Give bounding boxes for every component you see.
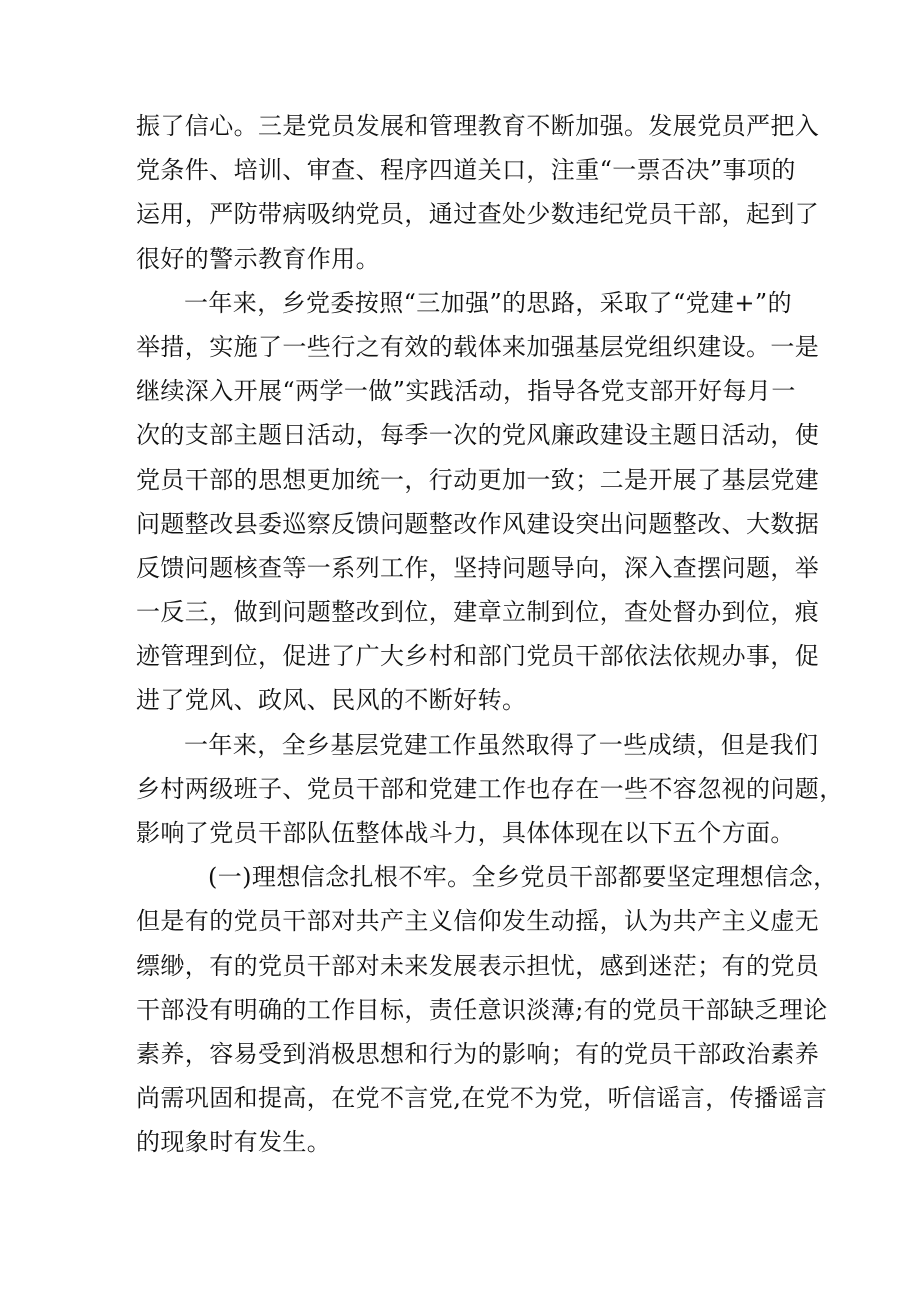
text-line: 继续深入开展“两学一做”实践活动，指导各党支部开好每月一 <box>136 377 796 406</box>
text-line: 运用，严防带病吸纳党员，通过查处少数违纪党员干部，起到了 <box>136 200 820 229</box>
text-line: 尚需巩固和提高，在党不言党,在党不为党，听信谣言，传播谣言 <box>136 1084 828 1113</box>
text-line: 但是有的党员干部对共产主义信仰发生动摇，认为共产主义虚无 <box>136 907 820 936</box>
text-line: 很好的警示教育作用。 <box>136 244 380 273</box>
text-line: 一反三，做到问题整改到位，建章立制到位，查处督办到位，痕 <box>136 598 820 627</box>
text-line: 举措，实施了一些行之有效的载体来加强基层党组织建设。一是 <box>136 332 820 361</box>
paragraph-2 <box>136 281 820 723</box>
text-line: 缥缈，有的党员干部对未来发展表示担忧，感到迷茫；有的党员 <box>136 951 820 980</box>
document-body <box>136 104 844 1165</box>
text-line: 反馈问题核查等一系列工作，坚持问题导向，深入查摆问题，举 <box>136 553 820 582</box>
text-line: 一年来，乡党委按照“三加强”的思路，采取了“党建+”的 <box>184 288 792 317</box>
text-line: 党员干部的思想更加统一，行动更加一致；二是开展了基层党建 <box>136 465 820 494</box>
text-line: 进了党风、政风、民风的不断好转。 <box>136 686 527 715</box>
text-line: 的现象时有发生。 <box>136 1128 332 1157</box>
text-line: 迹管理到位，促进了广大乡村和部门党员干部依法依规办事，促 <box>136 642 820 671</box>
paragraph-4 <box>136 855 838 1164</box>
text-line: 次的支部主题日活动，每季一次的党风廉政建设主题日活动，使 <box>136 421 820 450</box>
text-line: (一)理想信念扎根不牢。全乡党员干部都要坚定理想信念， <box>208 863 838 892</box>
text-line: 干部没有明确的工作目标，责任意识淡薄;有的党员干部缺乏理论 <box>136 995 828 1024</box>
paragraph-3 <box>136 723 844 856</box>
text-line: 素养，容易受到消极思想和行为的影响；有的党员干部政治素养 <box>136 1039 820 1068</box>
text-line: 问题整改县委巡察反馈问题整改作风建设突出问题整改、大数据 <box>136 509 820 538</box>
text-line: 一年来，全乡基层党建工作虽然取得了一些成绩，但是我们 <box>184 730 819 759</box>
text-line: 振了信心。三是党员发展和管理教育不断加强。发展党员严把入 <box>136 112 820 140</box>
text-line: 乡村两级班子、党员干部和党建工作也存在一些不容忽视的问题， <box>136 774 844 803</box>
text-line: 党条件、培训、审查、程序四道关口，注重“一票否决”事项的 <box>136 156 796 185</box>
paragraph-1 <box>136 104 820 281</box>
text-line: 影响了党员干部队伍整体战斗力，具体体现在以下五个方面。 <box>136 819 795 847</box>
